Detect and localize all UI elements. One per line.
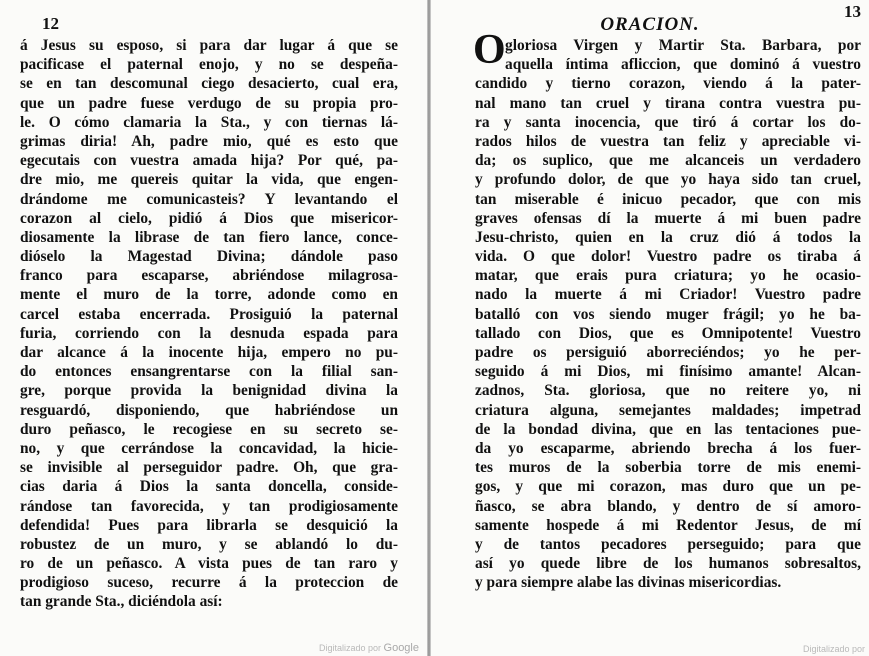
watermark-prefix: Digitalizado por <box>802 644 865 654</box>
text-line: batalló con vos siendo muger frágil; yo he ba- <box>475 305 861 323</box>
text-line: graves ofensas dí la muerte á mi buen padre <box>475 209 861 227</box>
text-line: y para siempre alabe las divinas misericordias. <box>475 574 782 592</box>
right-page-text <box>475 36 861 592</box>
text-line: se invisible al perseguidor padre. Oh, que gra- <box>20 459 398 477</box>
text-line: samente hospede á mi Redentor Jesus, de mí <box>475 516 861 534</box>
text-line: gre, porque provida la benignidad divina la <box>20 382 398 400</box>
text-line: padre os persiguió aborreciéndos; yo he per- <box>475 344 861 361</box>
text-line: nado la muerte á mi Criador! Vuestro padre <box>475 286 861 304</box>
text-line: duro peñasco, le recogiese en su secreto se- <box>20 420 398 438</box>
text-line: da yo escaparme, abriendo brecha á los fuer- <box>475 439 861 457</box>
text-line: así yo quede libre de los humanos sobresaltos, <box>475 555 861 573</box>
text-line: corazon al cielo, pidió á Dios que misericor- <box>20 209 398 227</box>
text-line: no, y que cerrándose la concavidad, la hicie- <box>20 439 398 457</box>
left-watermark <box>319 642 419 654</box>
right-watermark <box>803 644 865 654</box>
text-line: seguido á mi Dios, mi finísimo amante! Alcan- <box>475 363 861 381</box>
text-line: rándose tan favorecida, y tan prodigiosamente <box>20 497 398 515</box>
text-line: que un padre fuese verdugo de su propia pro- <box>20 94 398 112</box>
text-line: da; os suplico, que me alcanceis un verdadero <box>475 152 861 170</box>
left-page <box>0 0 427 656</box>
text-line: do entonces ensangrentarse con la filial san- <box>20 363 398 381</box>
right-page <box>431 0 869 656</box>
text-line: robustez de un muro, y se ablandó lo du- <box>20 535 398 553</box>
text-line: criatura alguna, semejantes maldades; impetrad <box>475 401 861 419</box>
right-page-number: 13 <box>844 2 861 21</box>
text-line: se en tan descomunal ciego desacierto, cual era, <box>20 75 398 93</box>
text-line: dióselo la Magestad Divina; dándole paso <box>20 248 398 266</box>
text-line: ra y santa inocencia, que tiró á cortar los do- <box>475 113 861 131</box>
text-line: drándome me comunicasteis? Y levantando el <box>20 190 398 208</box>
text-line: prodigioso suceso, recurre á la proteccion de <box>20 574 398 592</box>
text-line: zadnos, Sta. gloriosa, que no reitere yo, ni <box>475 382 861 400</box>
text-line: tes muros de la soberbia torre de mis enemi- <box>475 459 861 477</box>
text-line: nal mano tan cruel y tirana contra vuestra pu- <box>475 94 861 112</box>
text-line: grimas diria! Ah, padre mio, qué es esto que <box>20 132 398 150</box>
text-line: y profundo dolor, de que yo haya sido tan cruel, <box>475 171 861 189</box>
text-line: Jesu-christo, quien en la cruz dió á todos la <box>475 228 861 246</box>
text-line: mente el muro de la torre, adonde como en <box>20 286 398 304</box>
text-line: diosamente la librase de tan fiero lance, conce- <box>20 228 398 246</box>
text-line: le. O cómo clamaria la Sta., y con tiernas lá- <box>20 113 398 131</box>
prayer-heading: ORACION. <box>600 14 700 35</box>
drop-cap: O <box>473 27 506 73</box>
text-line: pacificase el paternal enojo, y no se despeña- <box>20 56 398 74</box>
text-line: defendida! Pues para librarla se desquició la <box>20 516 398 534</box>
google-logo-text: Google <box>383 642 419 654</box>
text-line: candido y tierno corazon, viendo á la pater- <box>475 75 861 93</box>
text-line: resguardó, disponiendo, que habriéndose un <box>20 401 398 419</box>
text-line: gos, y que mi corazon, mas duro que un pe- <box>475 478 861 496</box>
text-line: carcel estaba encerrada. Prosiguió la paternal <box>20 305 398 323</box>
text-line: á Jesus su esposo, si para dar lugar á que se <box>20 37 398 54</box>
text-line: gloriosa Virgen y Martir Sta. Barbara, por <box>505 37 861 54</box>
text-line: egecutais con vuestra amada hija? Por qué, pa- <box>20 152 398 170</box>
text-line: dre mio, me quereis quitar la vida, que engen- <box>20 171 398 189</box>
text-line: y de tantos pecadores perseguido; para que <box>475 535 861 553</box>
text-line: furia, corriendo con la desnuda espada para <box>20 324 398 342</box>
text-line: ñasco, se abra blando, y dentro de sí amoro- <box>475 497 861 515</box>
text-line: tan miserable é inicuo pecador, que con mis <box>475 190 861 208</box>
text-line: vida. O que dolor! Vuestro padre os tiraba á <box>475 248 861 266</box>
watermark-prefix: Digitalizado por <box>318 643 381 653</box>
text-line: tan grande Sta., diciéndola así: <box>20 593 223 611</box>
text-line: rados hilos de vuestra tan feliz y apreciable vi- <box>475 132 861 150</box>
text-line: ro de un peñasco. A vista pues de tan raro y <box>20 555 398 573</box>
left-page-text <box>20 36 398 612</box>
text-line: de la bondad divina, que en las tentaciones pue- <box>475 420 861 438</box>
text-line: cias daria á Dios la santa doncella, conside- <box>20 478 398 496</box>
text-line: aquella íntima afliccion, que dominó á vuestro <box>505 56 861 74</box>
text-line: dar alcance á la inocente hija, empero no pu- <box>20 344 398 361</box>
text-line: matar, que erais pura criatura; yo he ocasio- <box>475 267 861 285</box>
text-line: franco para escaparse, abriéndose milagrosa- <box>20 267 398 285</box>
text-line: tallado con Dios, que es Omnipotente! Vuestro <box>475 324 861 342</box>
left-page-number: 12 <box>42 14 59 33</box>
